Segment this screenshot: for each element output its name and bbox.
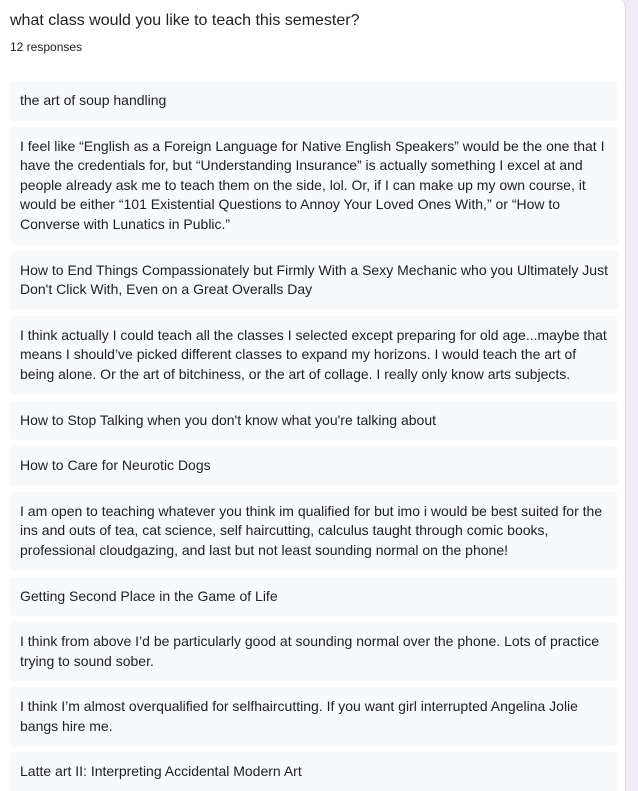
page-scrollbar[interactable] (627, 0, 638, 791)
response-item: Getting Second Place in the Game of Life (10, 577, 618, 617)
response-item: the art of soup handling (10, 81, 618, 121)
response-item: I think from above I’d be particularly good at sounding normal over the phone. Lots of practice trying to sound sober. (10, 622, 618, 681)
response-item: Latte art II: Interpreting Accidental Modern Art (10, 752, 618, 791)
response-item: How to End Things Compassionately but Firmly With a Sexy Mechanic who you Ultimately Just Don't Click With, Even on a Great Overalls Day (10, 251, 618, 310)
response-item: I think I’m almost overqualified for selfhaircutting. If you want girl interrupted Angelina Jolie bangs hire me. (10, 687, 618, 746)
response-item: How to Care for Neurotic Dogs (10, 446, 618, 486)
response-count: 12 responses (10, 40, 83, 54)
response-item: I think actually I could teach all the classes I selected except preparing for old age...maybe that means I should’ve picked different classes to expand my horizons. I would teach the art of being alone. Or the art of bitchiness, or the art of collage. I really only know arts subjects. (10, 316, 618, 395)
response-list (10, 81, 618, 791)
question-title: what class would you like to teach this semester? (10, 12, 360, 29)
response-item: I am open to teaching whatever you think im qualified for but imo i would be best suited for the ins and outs of tea, cat science, self haircutting, calculus taught through comic books, professional cloudgazing, and last but not least sounding normal on the phone! (10, 492, 618, 571)
response-item: How to Stop Talking when you don't know what you're talking about (10, 401, 618, 441)
response-item: I feel like “English as a Foreign Language for Native English Speakers” would be the one that I have the credentials for, but “Understanding Insurance” is actually something I excel at and people already ask me to teach them on the side, lol. Or, if I can make up my own course, it would be either “101 Existential Questions to Annoy Your Loved Ones With,” or “How to Converse with Lunatics in Public.” (10, 127, 618, 245)
